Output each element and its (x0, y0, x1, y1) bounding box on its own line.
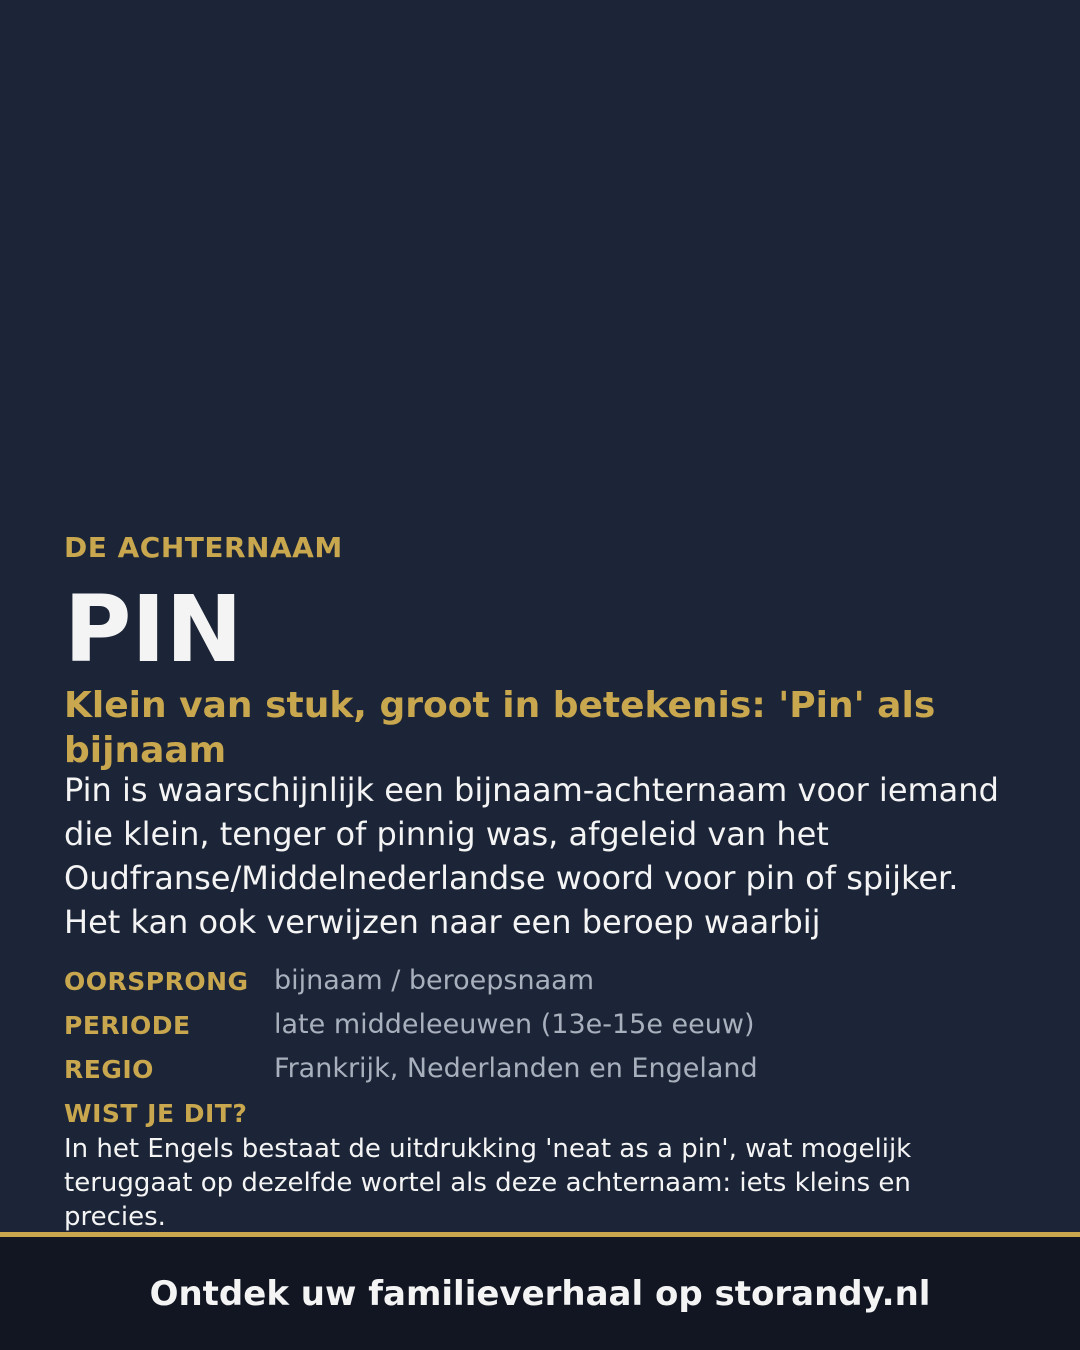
eyebrow-label: DE ACHTERNAAM (64, 531, 343, 564)
facts-list (64, 962, 1016, 1094)
surname-description: Pin is waarschijnlijk een bijnaam-achternaam voor iemand die klein, tenger of pinnig was, afgeleid van het Oudfranse/Middelnederlandse woord voor pin of spijker. Het kan ook verwijzen naar een beroep waarbij (64, 771, 999, 941)
fact-row-region (64, 1050, 1016, 1094)
surname-title: PIN (64, 576, 243, 683)
fact-label: OORSPRONG (64, 967, 249, 996)
fact-value: late middeleeuwen (13e-15e eeuw) (274, 1009, 755, 1040)
surname-subtitle: Klein van stuk, groot in betekenis: 'Pin' als bijnaam (64, 685, 936, 771)
fact-row-period (64, 1006, 1016, 1050)
did-you-know-text: In het Engels bestaat de uitdrukking 'neat as a pin', wat mogelijk teruggaat op dezelfde wortel als deze achternaam: iets kleins en precies. (64, 1134, 912, 1232)
fact-row-origin (64, 962, 1016, 1006)
fact-label: REGIO (64, 1055, 154, 1084)
fact-value: Frankrijk, Nederlanden en Engeland (274, 1053, 758, 1084)
did-you-know-label: WIST JE DIT? (64, 1099, 248, 1128)
fact-value: bijnaam / beroepsnaam (274, 965, 595, 996)
fact-label: PERIODE (64, 1011, 191, 1040)
footer-banner (0, 1237, 1080, 1350)
footer-cta-text: Ontdek uw familieverhaal op storandy.nl (149, 1273, 931, 1314)
